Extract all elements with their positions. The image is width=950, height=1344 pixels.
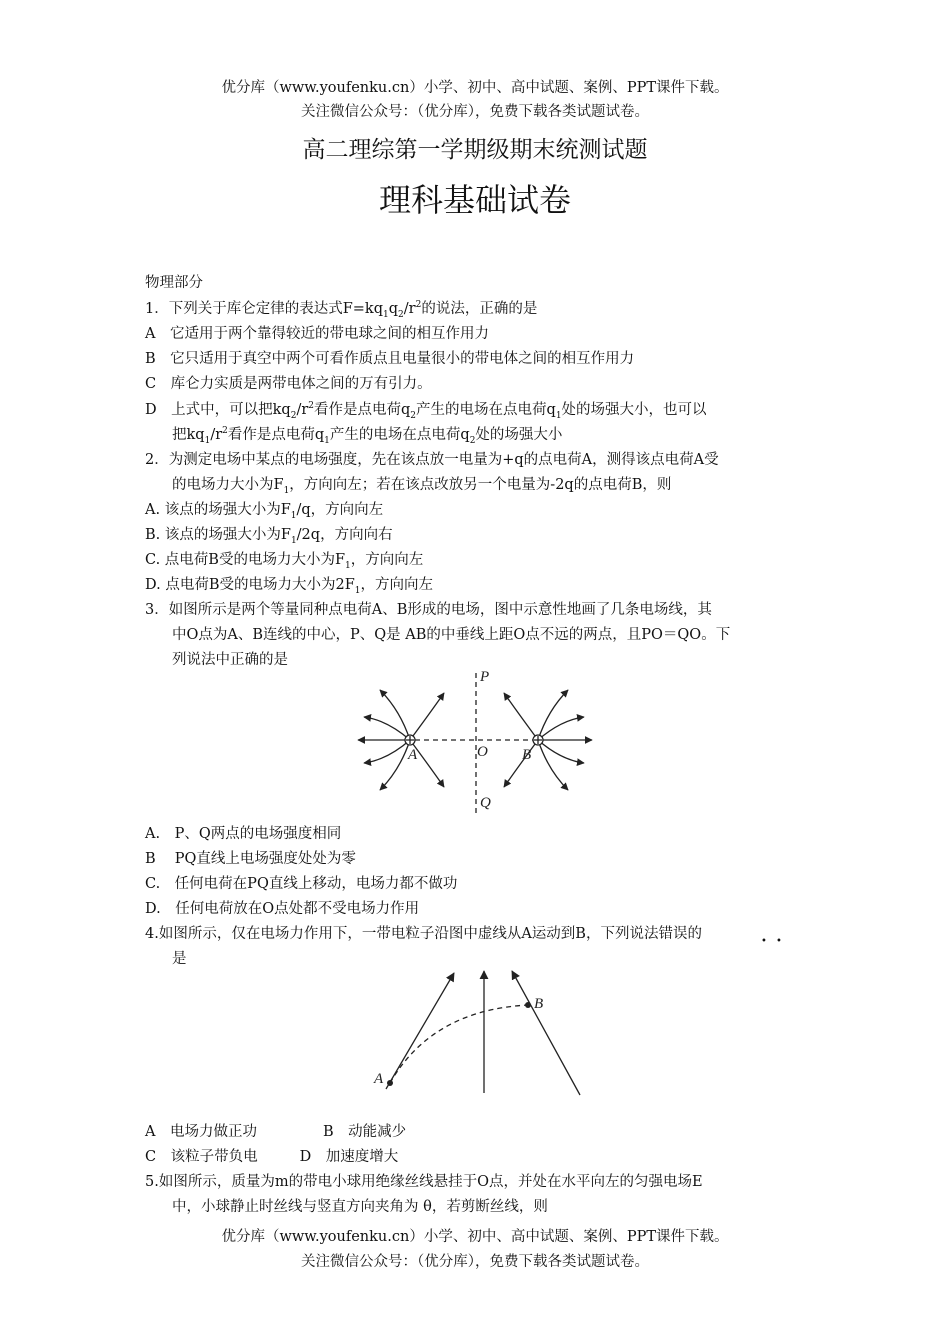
q4-stem-line2: 是: [172, 951, 187, 967]
q4-option-a: A 电场力做正功: [145, 1124, 257, 1140]
q2-option-b: B. 该点的场强大小为$F_1/2q$，方向向右: [145, 527, 393, 546]
q4-option-b: B 动能减少: [322, 1124, 407, 1140]
q1-option-d-line2: 把$kq_1/r^2$看作是点电荷$q_1$产生的电场在点电荷$q_2$处的场强大小: [172, 426, 563, 446]
q4-option-c: C 该粒子带负电: [145, 1149, 258, 1165]
header-line-2: 关注微信公众号：（优分库），免费下载各类试题试卷。: [301, 104, 649, 120]
q1-stem: 1．下列关于库仑定律的表达式$F=kq_1q_2/r^2$的说法，正确的是: [145, 300, 538, 320]
q3-stem-line2: 中O点为A、B连线的中心，P、Q是 AB的中垂线上距O点不远的两点，且PO＝QO。下: [172, 627, 731, 643]
q5-stem-line2: 中，小球静止时丝线与竖直方向夹角为 θ，若剪断丝线，则: [172, 1199, 548, 1215]
section-heading: 物理部分: [145, 275, 203, 291]
q1-option-c: C 库仑力实质是两带电体之间的万有引力。: [145, 376, 432, 392]
q5-stem-line1: 5.如图所示，质量为m的带电小球用绝缘丝线悬挂于O点，并处在水平向左的匀强电场E: [145, 1174, 703, 1190]
q3-option-b: B PQ直线上电场强度处处为零: [145, 851, 356, 867]
header-line-1: 优分库（www.youfenku.cn）小学、初中、高中试题、案例、PPT课件下载。: [221, 80, 729, 96]
q3-option-d: D. 任何电荷放在O点处都不受电场力作用: [145, 901, 420, 917]
q4-stem-line1: 4.如图所示，仅在电场力作用下，一带电粒子沿图中虚线从A运动到B，下列说法错误的: [145, 926, 702, 942]
label-q: Q: [480, 795, 491, 811]
q1-option-a: A 它适用于两个靠得较近的带电球之间的相互作用力: [145, 326, 489, 342]
q3-field-diagram: [352, 665, 612, 815]
footer-line-2: 关注微信公众号：（优分库），免费下载各类试题试卷。: [301, 1254, 649, 1270]
exam-title: 高二理综第一学期级期末统测试题: [302, 137, 648, 163]
footer-line-1: 优分库（www.youfenku.cn）小学、初中、高中试题、案例、PPT课件下载。: [221, 1229, 729, 1245]
q2-stem-line2: 的电场力大小为$F_1$，方向向左；若在该点改放另一个电量为-2q的点电荷B，则: [172, 477, 672, 496]
paper-title: 理科基础试卷: [378, 181, 571, 219]
label-a: A: [408, 747, 418, 763]
emphasis-dot: •: [761, 936, 767, 947]
q1-option-d-line1: D 上式中，可以把$kq_2/r^2$看作是点电荷$q_2$产生的电场在点电荷$q_1$处的场强大小，也可以: [145, 401, 707, 421]
q2-stem-line1: 2．为测定电场中某点的电场强度，先在该点放一电量为+q的点电荷A，测得该点电荷A受: [145, 452, 719, 468]
q1-option-b: B 它只适用于真空中两个可看作质点且电量很小的带电体之间的相互作用力: [145, 351, 635, 367]
q4-options-row1: [145, 1120, 406, 1141]
label-a: A: [374, 1071, 384, 1087]
q2-option-d: D. 点电荷B受的电场力大小为$2F_1$，方向向左: [145, 577, 434, 596]
q4-option-d: D 加速度增大: [299, 1149, 399, 1165]
q3-option-c: C. 任何电荷在PQ直线上移动，电场力都不做功: [145, 876, 458, 892]
label-p: P: [480, 669, 490, 685]
q3-stem-line1: 3．如图所示是两个等量同种点电荷A、B形成的电场，图中示意性地画了几条电场线，其: [145, 602, 712, 618]
emphasis-dot: •: [776, 936, 782, 947]
q4-options-row2: [145, 1145, 398, 1166]
label-b: B: [534, 996, 544, 1012]
label-o: O: [477, 744, 488, 760]
q3-option-a: A. P、Q两点的电场强度相同: [145, 826, 342, 842]
q2-option-a: A. 该点的场强大小为$F_1/q$，方向向左: [145, 502, 384, 521]
q2-option-c: C. 点电荷B受的电场力大小为$F_1$，方向向左: [145, 552, 424, 571]
label-b: B: [522, 747, 532, 763]
q4-field-diagram: [362, 965, 592, 1105]
q3-stem-line3: 列说法中正确的是: [172, 652, 288, 668]
